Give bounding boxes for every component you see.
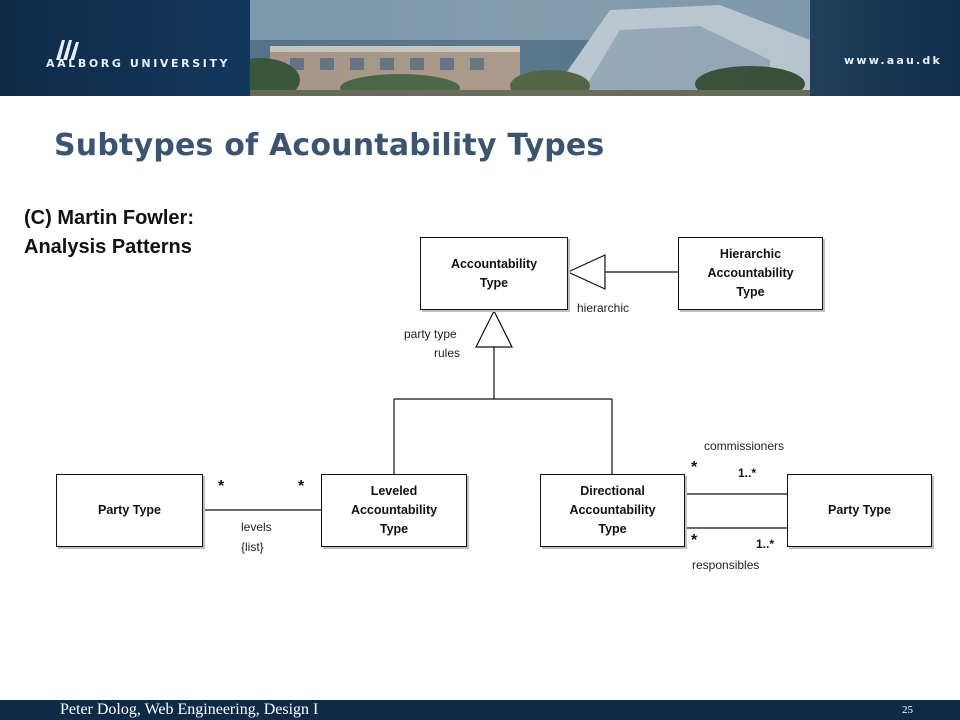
directional-accountability-type-class: Directional Accountability Type: [540, 474, 685, 547]
university-url: www.aau.dk: [843, 54, 942, 67]
credit-line-author: (C) Martin Fowler:: [24, 207, 194, 229]
multiplicity-commissioners-directional: *: [691, 459, 698, 476]
accountability-type-class: Accountability Type: [420, 237, 568, 310]
slide-title: Subtypes of Acountability Types: [54, 128, 605, 163]
party-type-rules-label-line2: rules: [434, 346, 461, 360]
credit-line-book: Analysis Patterns: [24, 236, 192, 258]
subtype-generalization-arrow: [476, 311, 512, 347]
commissioners-role-label: commissioners: [704, 439, 785, 453]
levels-role-label: levels: [241, 520, 272, 534]
multiplicity-left-party: *: [218, 478, 225, 495]
responsibles-role-label: responsibles: [692, 558, 760, 572]
party-type-rules-label-line1: party type: [404, 327, 457, 341]
multiplicity-responsibles-party: 1..*: [756, 537, 775, 551]
list-constraint-label: {list}: [241, 540, 264, 554]
university-name: AALBORG UNIVERSITY: [46, 57, 231, 70]
footer-author-course: Peter Dolog, Web Engineering, Design I: [60, 701, 319, 718]
party-type-class-left: Party Type: [56, 474, 203, 547]
hierarchic-accountability-type-class: Hierarchic Accountability Type: [678, 237, 823, 310]
hierarchic-generalization-arrow: [568, 255, 605, 289]
page-number: 25: [902, 704, 913, 716]
party-type-class-right: Party Type: [787, 474, 932, 547]
hierarchic-role-label: hierarchic: [577, 301, 630, 315]
multiplicity-left-leveled: *: [298, 478, 305, 495]
multiplicity-commissioners-party: 1..*: [738, 466, 757, 480]
leveled-accountability-type-class: Leveled Accountability Type: [321, 474, 467, 547]
multiplicity-responsibles-directional: *: [691, 532, 698, 549]
